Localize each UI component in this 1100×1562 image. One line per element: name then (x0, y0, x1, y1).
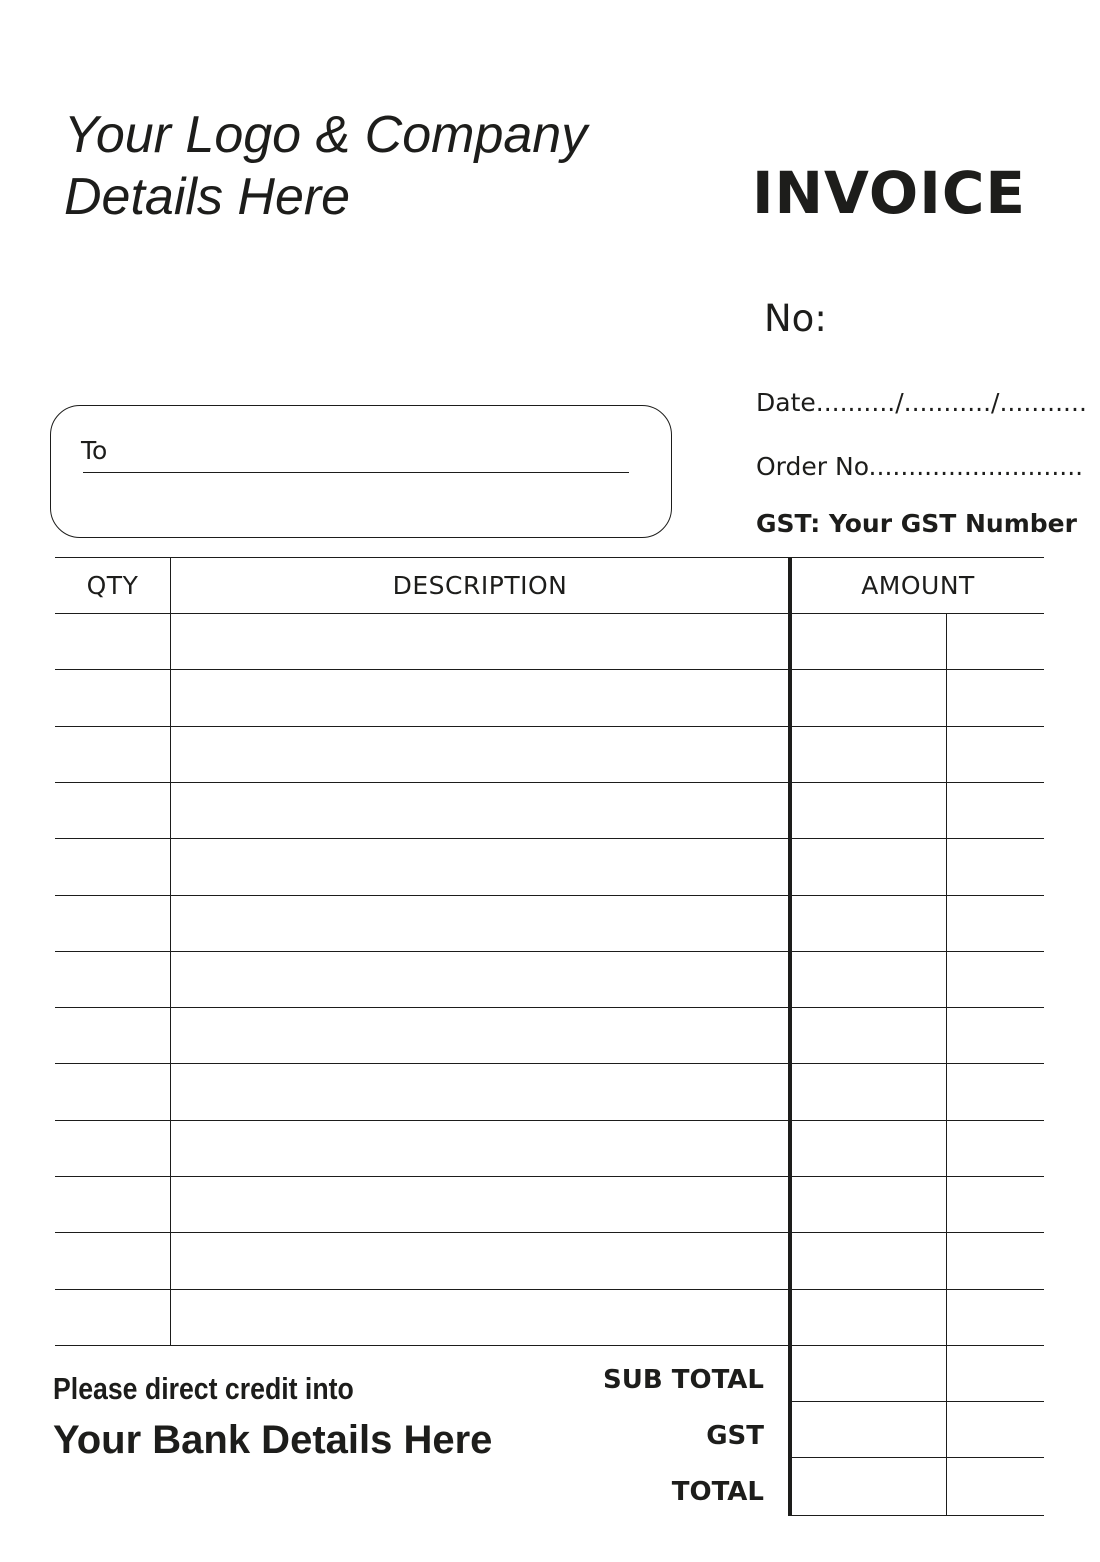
gst-number: GST: Your GST Number (756, 509, 1077, 538)
table-row-divider (55, 838, 1044, 839)
company-line-1: Your Logo & Company (64, 106, 588, 164)
totals-row-divider (790, 1401, 1044, 1402)
column-header-qty: QTY (86, 571, 139, 600)
date-field: Date........../.........../........... (756, 388, 1087, 417)
table-top-border (55, 557, 1044, 558)
order-number-field: Order No........................... (756, 452, 1084, 481)
invoice-title: INVOICE (751, 159, 1026, 227)
table-row-divider (55, 951, 1044, 952)
table-row-divider (55, 782, 1044, 783)
bank-details: Your Bank Details Here (53, 1418, 493, 1462)
table-row-divider (55, 1289, 1044, 1290)
company-details (64, 104, 587, 228)
company-line-2: Details Here (64, 168, 351, 226)
table-row-divider (55, 1007, 1044, 1008)
column-header-description: DESCRIPTION (392, 571, 568, 600)
table-row-divider (55, 669, 1044, 670)
subtotal-label: SUB TOTAL (603, 1365, 764, 1395)
invoice-number-label: No: (764, 297, 827, 340)
recipient-label: To (81, 436, 108, 465)
payment-instructions: Please direct credit into (53, 1371, 354, 1406)
total-label: TOTAL (671, 1477, 764, 1507)
table-row-divider (55, 1120, 1044, 1121)
table-header-border (55, 613, 1044, 614)
table-row-divider (55, 1176, 1044, 1177)
column-header-amount: AMOUNT (861, 571, 975, 600)
table-row-divider (55, 895, 1044, 896)
gst-total-label: GST (706, 1421, 764, 1451)
amount-column-divider (788, 557, 792, 1516)
recipient-box (50, 405, 672, 538)
qty-column-divider (170, 557, 171, 1345)
table-row-divider (55, 1345, 1044, 1346)
totals-bottom-border (790, 1515, 1044, 1516)
table-row-divider (55, 726, 1044, 727)
totals-row-divider (790, 1457, 1044, 1458)
cents-column-divider (946, 613, 947, 1515)
recipient-line (83, 472, 629, 473)
table-row-divider (55, 1063, 1044, 1064)
table-row-divider (55, 1232, 1044, 1233)
